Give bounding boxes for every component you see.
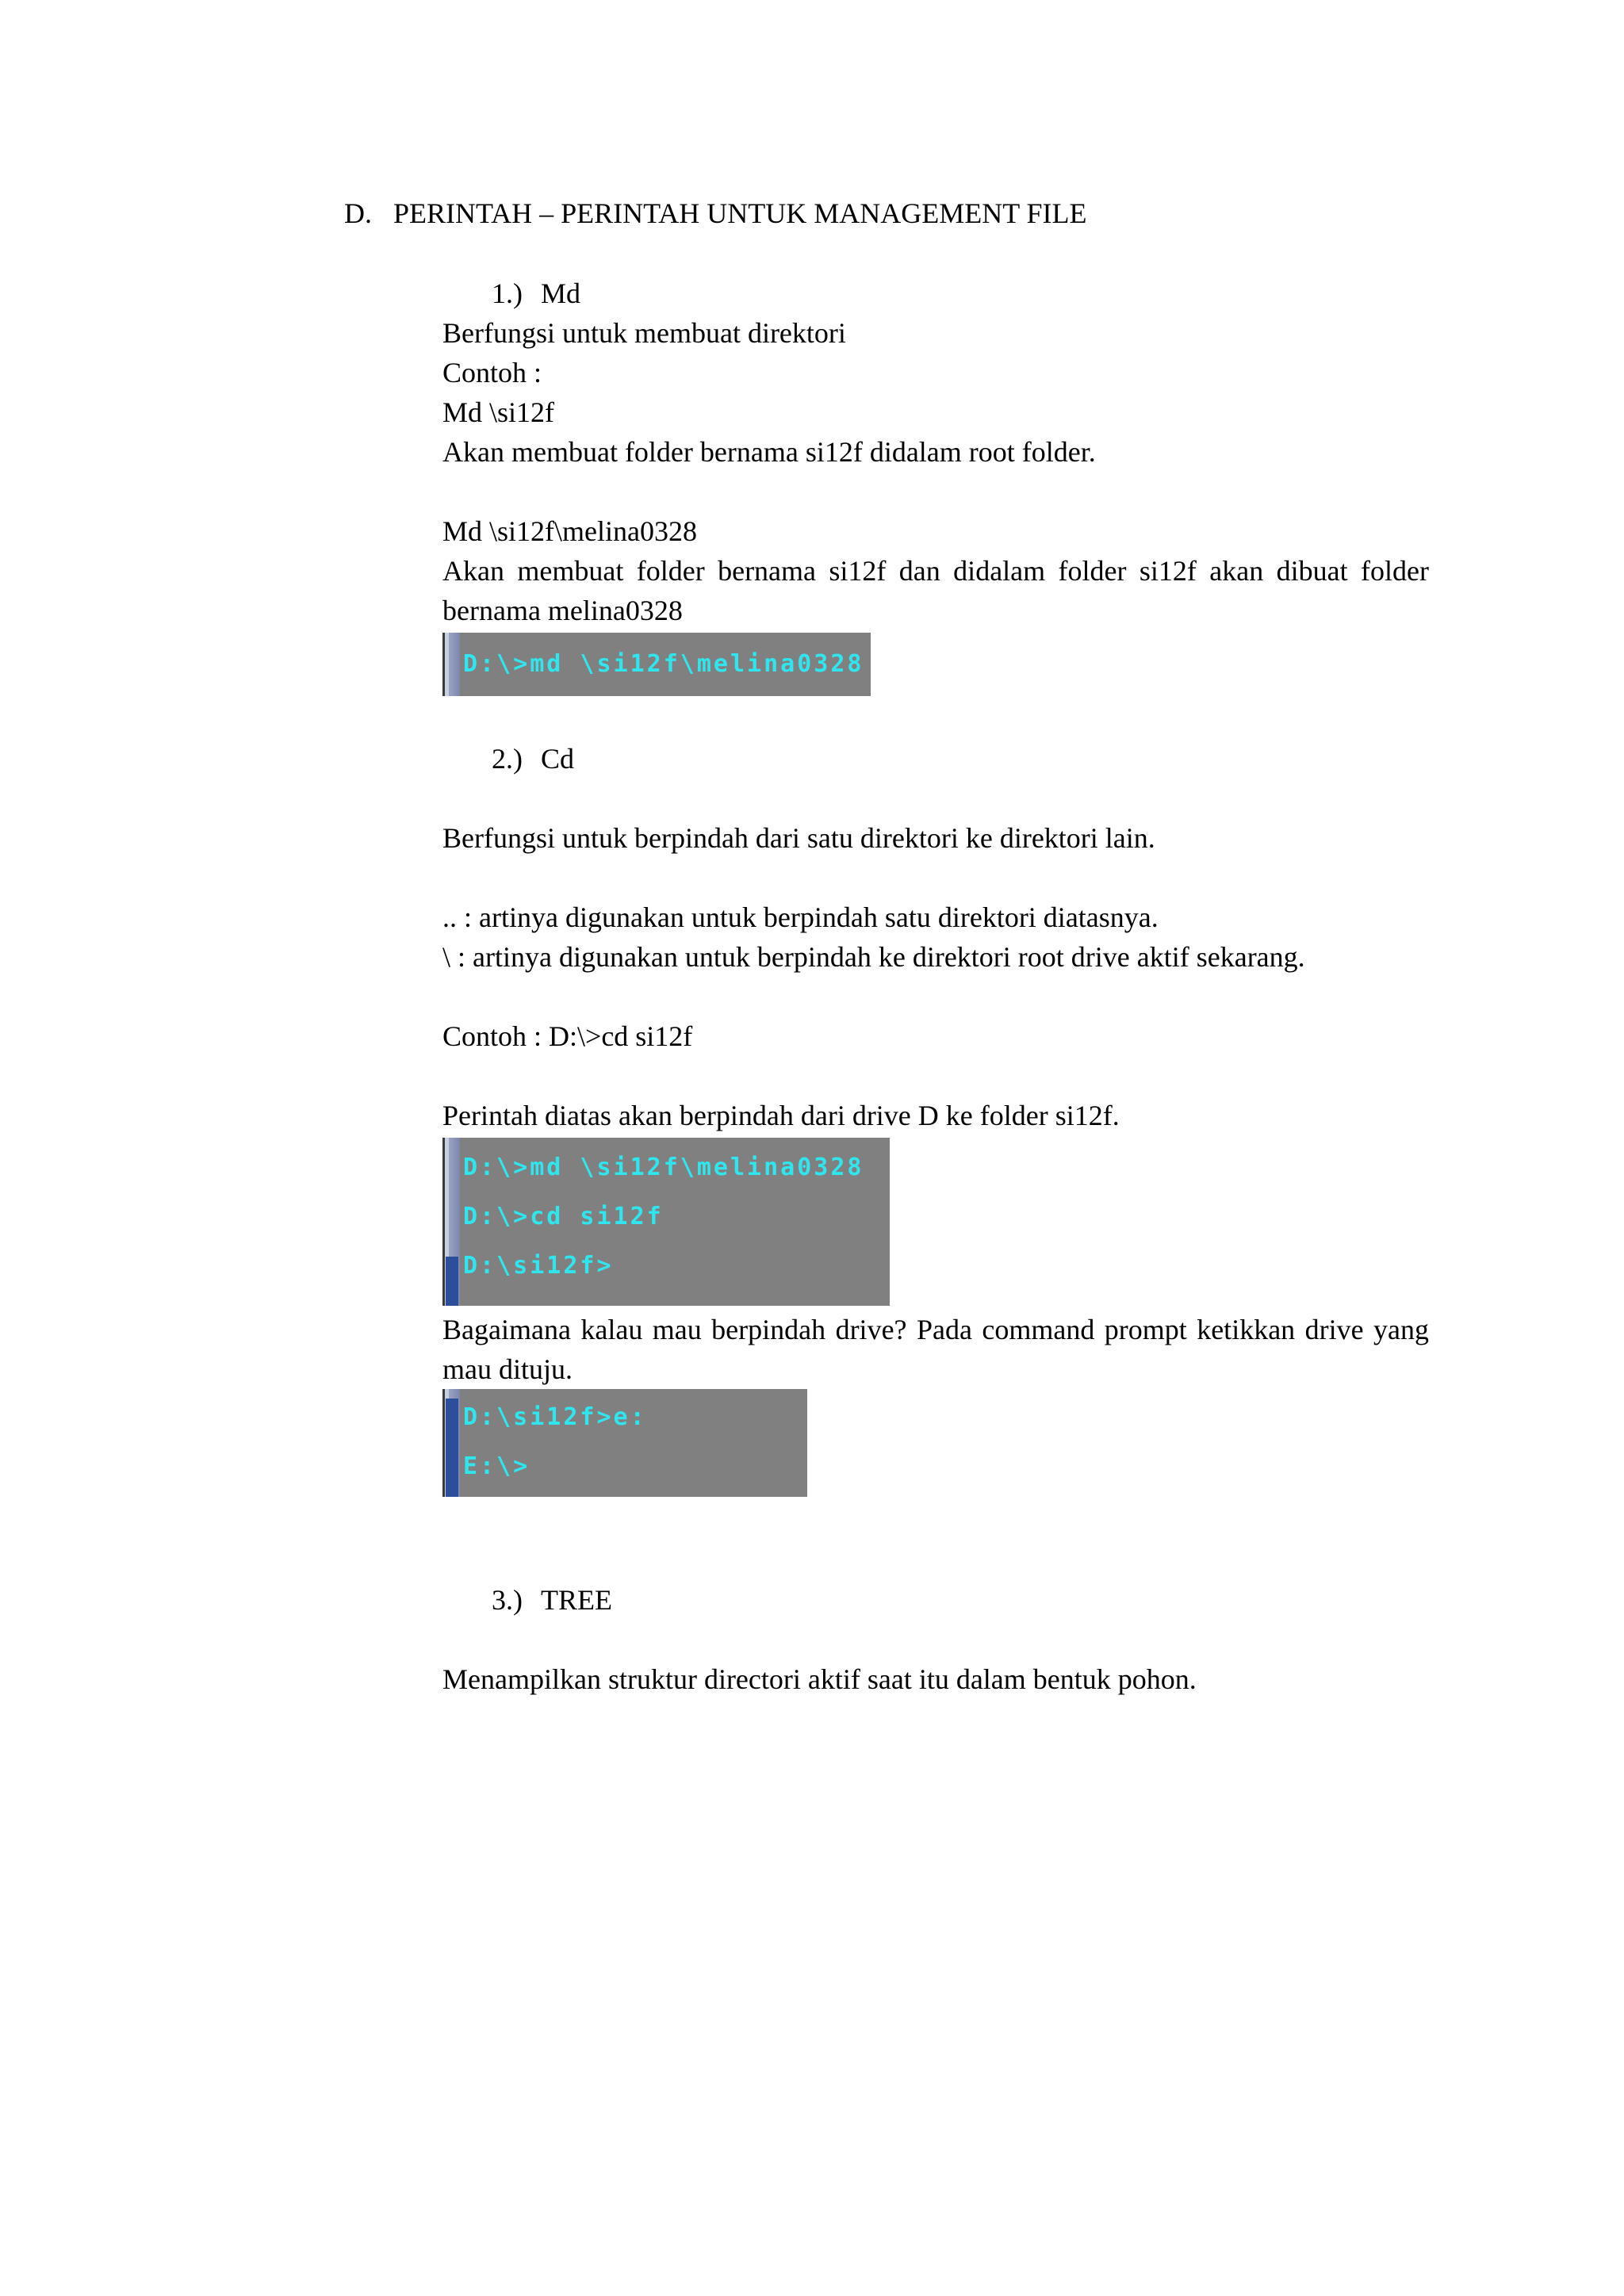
subheading-number: 3.) [492, 1584, 523, 1616]
subheading-number: 2.) [492, 743, 523, 775]
md-description [442, 313, 1429, 472]
terminal-line: E:\> [463, 1452, 530, 1480]
cd-desc: Berfungsi untuk berpindah dari satu direktori ke direktori lain. [442, 822, 1155, 854]
md-line-2: Contoh : [442, 357, 542, 388]
heading-letter: D. [344, 197, 372, 229]
subheading-md [492, 274, 580, 313]
cd-note-dotdot: .. : artinya digunakan untuk berpindah satu direktori diatasnya. [442, 901, 1159, 933]
terminal-line: D:\>cd si12f [463, 1203, 664, 1230]
md-example-2-command: Md \si12f\melina0328 [442, 515, 697, 547]
terminal-selection [446, 1399, 458, 1497]
section-heading [344, 190, 1087, 236]
md-example-2-desc: Akan membuat folder bernama si12f dan didalam folder si12f akan dibuat folder bernama melina0328 [442, 555, 1429, 626]
terminal-screenshot-drive [442, 1389, 807, 1497]
terminal-scrollbar [442, 1138, 460, 1306]
terminal-line: D:\si12f> [463, 1252, 614, 1280]
cd-drive-question [442, 1310, 1429, 1389]
md-line-3: Md \si12f [442, 396, 555, 428]
cd-note-backslash: \ : artinya digunakan untuk berpindah ke direktori root drive aktif sekarang. [442, 941, 1305, 973]
terminal-line: D:\>md \si12f\melina0328 [463, 650, 864, 678]
cd-notes [442, 897, 1429, 977]
heading-title: PERINTAH – PERINTAH UNTUK MANAGEMENT FILE [393, 197, 1087, 229]
cd-explain [442, 1096, 1429, 1135]
cd-example-text: Contoh : D:\>cd si12f [442, 1020, 693, 1052]
md-line-1: Berfungsi untuk membuat direktori [442, 317, 846, 349]
subheading-title: TREE [541, 1584, 612, 1616]
tree-desc: Menampilkan struktur directori aktif saat itu dalam bentuk pohon. [442, 1663, 1197, 1695]
terminal-screenshot-cd [442, 1138, 890, 1306]
subheading-tree [492, 1580, 612, 1620]
md-example-2 [442, 511, 1429, 630]
terminal-scrollbar [442, 633, 460, 696]
cd-explain-text: Perintah diatas akan berpindah dari drive D ke folder si12f. [442, 1100, 1120, 1131]
terminal-line: D:\>md \si12f\melina0328 [463, 1154, 864, 1181]
terminal-selection [446, 1257, 458, 1306]
tree-description [442, 1659, 1429, 1699]
cd-drive-question-text: Bagaimana kalau mau berpindah drive? Pada command prompt ketikkan drive yang mau dituju. [442, 1314, 1429, 1385]
subheading-cd [492, 739, 574, 779]
terminal-screenshot-md [442, 633, 871, 696]
terminal-line: D:\si12f>e: [463, 1403, 647, 1431]
cd-description [442, 818, 1429, 858]
terminal-scrollbar [442, 1389, 460, 1497]
md-line-4: Akan membuat folder bernama si12f didalam root folder. [442, 436, 1096, 468]
subheading-title: Cd [541, 743, 575, 775]
cd-example [442, 1016, 1429, 1056]
subheading-number: 1.) [492, 277, 523, 309]
subheading-title: Md [541, 277, 581, 309]
